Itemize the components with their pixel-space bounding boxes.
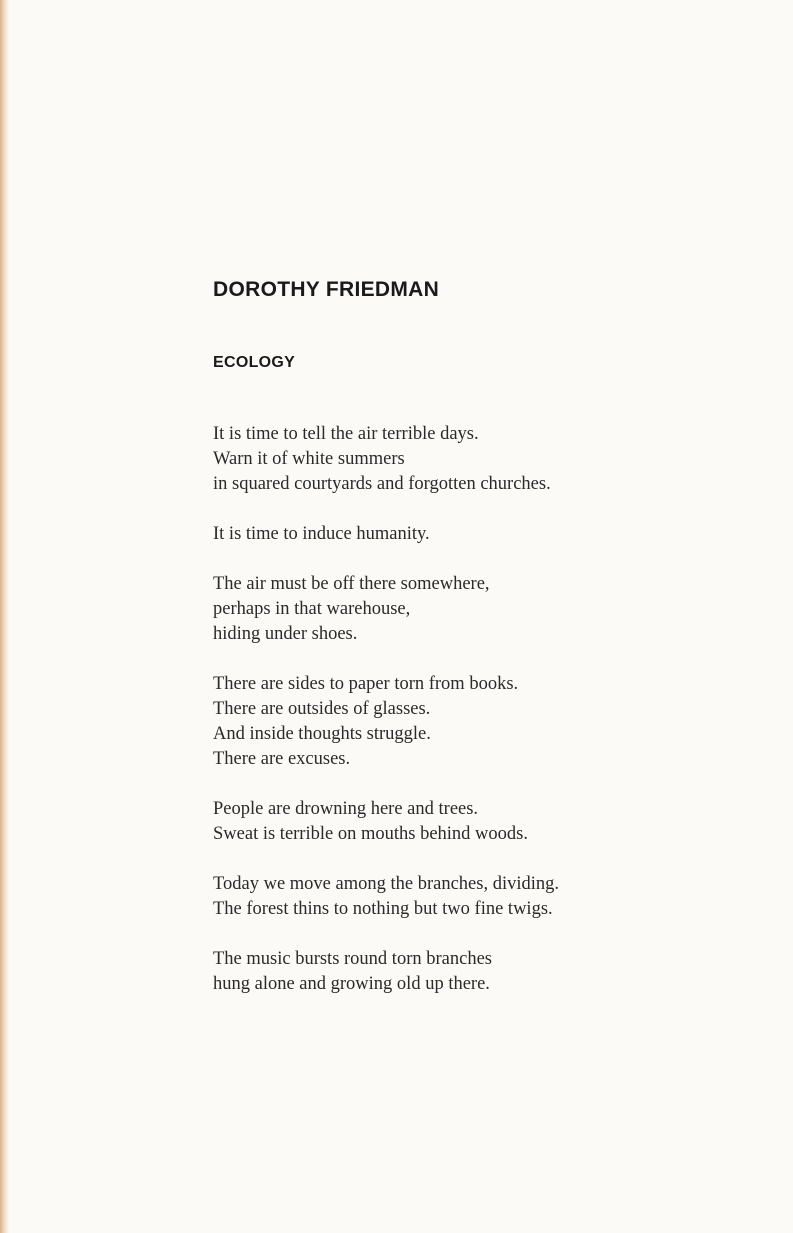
poem-line: perhaps in that warehouse, [213,599,411,619]
stanza [213,672,773,772]
poem-line: And inside thoughts struggle. [213,724,431,744]
poem-line: hung alone and growing old up there. [213,974,490,994]
poem-line: hiding under shoes. [213,624,358,644]
poem-line: Today we move among the branches, dividing. [213,874,560,894]
poem-line: The forest thins to nothing but two fine twigs. [213,899,553,919]
poem-line: The music bursts round torn branches [213,949,492,969]
stanza [213,422,773,497]
poem-title: ECOLOGY [213,354,296,371]
poem-line: Sweat is terrible on mouths behind woods. [213,824,528,844]
poem-line: Warn it of white summers [213,449,405,469]
poem-line: The air must be off there somewhere, [213,574,490,594]
stanza [213,797,773,847]
stanza [213,522,773,547]
poem-line: It is time to induce humanity. [213,524,430,544]
poem-line: There are outsides of glasses. [213,699,431,719]
stanza [213,572,773,647]
stanza [213,947,773,997]
stanza [213,872,773,922]
poem-line: There are excuses. [213,749,351,769]
poem-line: There are sides to paper torn from books. [213,674,519,694]
poem-line: People are drowning here and trees. [213,799,479,819]
poem-body [213,422,773,1022]
poem-line: in squared courtyards and forgotten churches. [213,474,551,494]
author-name: DOROTHY FRIEDMAN [213,278,440,301]
poem-line: It is time to tell the air terrible days. [213,424,479,444]
